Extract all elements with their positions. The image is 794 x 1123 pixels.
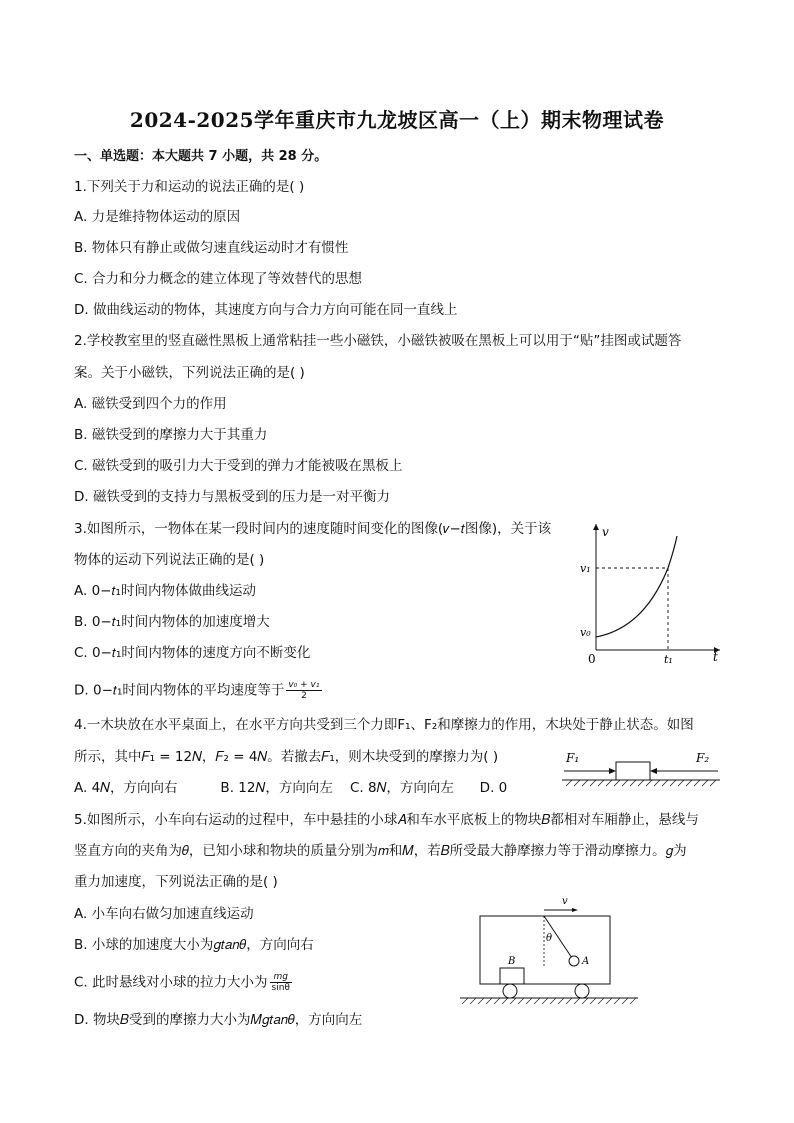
q5-stem-line3: 重力加速度，下列说法正确的是( ) bbox=[74, 874, 278, 890]
ground-hatching bbox=[462, 998, 636, 1004]
fraction-numerator: v₀ + v₁ bbox=[288, 680, 320, 690]
block-force-figure bbox=[558, 748, 724, 794]
q2-stem-line2: 案。关于小磁铁，下列说法正确的是( ) bbox=[74, 365, 305, 381]
graph-v-label: v bbox=[602, 525, 609, 539]
graph-t1-label: t₁ bbox=[664, 653, 673, 666]
ball-a bbox=[569, 956, 579, 966]
q1-stem: 1.下列关于力和运动的说法正确的是( ) bbox=[74, 179, 305, 195]
q1-option-d: D. 做曲线运动的物体，其速度方向与合力方向可能在同一直线上 bbox=[74, 302, 458, 318]
velocity-arrowhead bbox=[572, 908, 578, 912]
q3-option-d-fraction bbox=[286, 680, 321, 701]
cart-figure bbox=[456, 892, 642, 1008]
graph-curve bbox=[596, 536, 677, 637]
q2-option-c: C. 磁铁受到的吸引力大于受到的弹力才能被吸在黑板上 bbox=[74, 458, 403, 474]
vt-graph bbox=[574, 516, 730, 668]
q2-option-a: A. 磁铁受到四个力的作用 bbox=[74, 396, 227, 412]
q2-stem-line1: 2.学校教室里的竖直磁性黑板上通常粘挂一些小磁铁，小磁铁被吸在黑板上可以用于“贴”挂图或试题答 bbox=[74, 333, 682, 349]
section-heading: 一、单选题：本大题共 7 小题，共 28 分。 bbox=[74, 149, 328, 164]
fraction-denominator: 2 bbox=[301, 691, 307, 701]
q5-stem-line2: 竖直方向的夹角为𝜃，已知小球和物块的质量分别为𝑚和𝑀，若𝐵所受最大静摩擦力等于滑动摩擦力。𝑔为 bbox=[74, 843, 687, 859]
q4-options: A. 4𝑁，方向向右 B. 12𝑁，方向向左 C. 8𝑁，方向向左 D. 0 bbox=[74, 780, 508, 796]
q5-option-b: B. 小球的加速度大小为𝑔𝑡𝑎𝑛𝜃，方向向右 bbox=[74, 937, 314, 953]
fraction-denominator: sinθ bbox=[271, 983, 290, 993]
table-hatching bbox=[566, 780, 716, 786]
fraction-numerator: mg bbox=[270, 972, 292, 983]
graph-v-arrow bbox=[593, 524, 599, 530]
q5-option-c-fraction bbox=[270, 972, 292, 993]
velocity-label: v bbox=[562, 896, 568, 907]
f2-arrowhead bbox=[650, 768, 657, 774]
cart-wheel-left bbox=[503, 984, 517, 998]
graph-v0-label: v₀ bbox=[580, 626, 591, 639]
block-b-label: B bbox=[508, 956, 516, 967]
q1-option-b: B. 物体只有静止或做匀速直线运动时才有惯性 bbox=[74, 240, 349, 256]
q3-stem-line1: 3.如图所示，一物体在某一段时间内的速度随时间变化的图像(𝑣−𝑡图像)，关于该 bbox=[74, 521, 552, 537]
graph-v1-label: v₁ bbox=[580, 562, 591, 575]
wood-block bbox=[616, 762, 650, 780]
q5-option-c bbox=[74, 972, 292, 993]
q3-option-d-text: D. 0−𝑡₁时间内物体的平均速度等于 bbox=[74, 682, 285, 699]
q5-option-c-text: C. 此时悬线对小球的拉力大小为 bbox=[74, 974, 268, 991]
theta-label: θ bbox=[546, 933, 553, 944]
q5-option-d: D. 物块𝐵受到的摩擦力大小为𝑀𝑔𝑡𝑎𝑛𝜃，方向向左 bbox=[74, 1012, 363, 1028]
q1-option-a: A. 力是维持物体运动的原因 bbox=[74, 209, 241, 225]
page-title: 2024-2025学年重庆市九龙坡区高一（上）期末物理试卷 bbox=[129, 108, 665, 132]
q1-option-c: C. 合力和分力概念的建立体现了等效替代的思想 bbox=[74, 271, 363, 287]
q5-stem-line1: 5.如图所示，小车向右运动的过程中，车中悬挂的小球𝐴和车水平底板上的物块𝐵都相对车厢静止，悬线与 bbox=[74, 812, 699, 828]
cart-wheel-right bbox=[575, 984, 589, 998]
q3-option-d bbox=[74, 680, 322, 701]
graph-t-label: t bbox=[713, 650, 718, 664]
f1-label: F₁ bbox=[566, 751, 580, 765]
block-b bbox=[500, 968, 524, 984]
q3-option-b: B. 0−𝑡₁时间内物体的加速度增大 bbox=[74, 614, 270, 630]
q3-stem-line2: 物体的运动下列说法正确的是( ) bbox=[74, 552, 265, 568]
q4-stem-line1: 4.一木块放在水平桌面上，在水平方向共受到三个力即F₁、F₂和摩擦力的作用，木块处于静止状态。如图 bbox=[74, 717, 694, 733]
f1-arrowhead bbox=[609, 768, 616, 774]
q2-option-d: D. 磁铁受到的支持力与黑板受到的压力是一对平衡力 bbox=[74, 489, 390, 505]
q3-option-c: C. 0−𝑡₁时间内物体的速度方向不断变化 bbox=[74, 645, 311, 661]
ball-a-label: A bbox=[582, 956, 590, 967]
q3-option-a: A. 0−𝑡₁时间内物体做曲线运动 bbox=[74, 583, 256, 599]
f2-label: F₂ bbox=[696, 751, 710, 765]
q2-option-b: B. 磁铁受到的摩擦力大于其重力 bbox=[74, 427, 268, 443]
q4-stem-line2: 所示，其中𝐹₁ = 12𝑁，𝐹₂ = 4𝑁。若撤去𝐹₁，则木块受到的摩擦力为( ) bbox=[74, 749, 499, 765]
q5-option-a: A. 小车向右做匀加速直线运动 bbox=[74, 906, 254, 922]
graph-origin-label: 0 bbox=[588, 652, 596, 666]
